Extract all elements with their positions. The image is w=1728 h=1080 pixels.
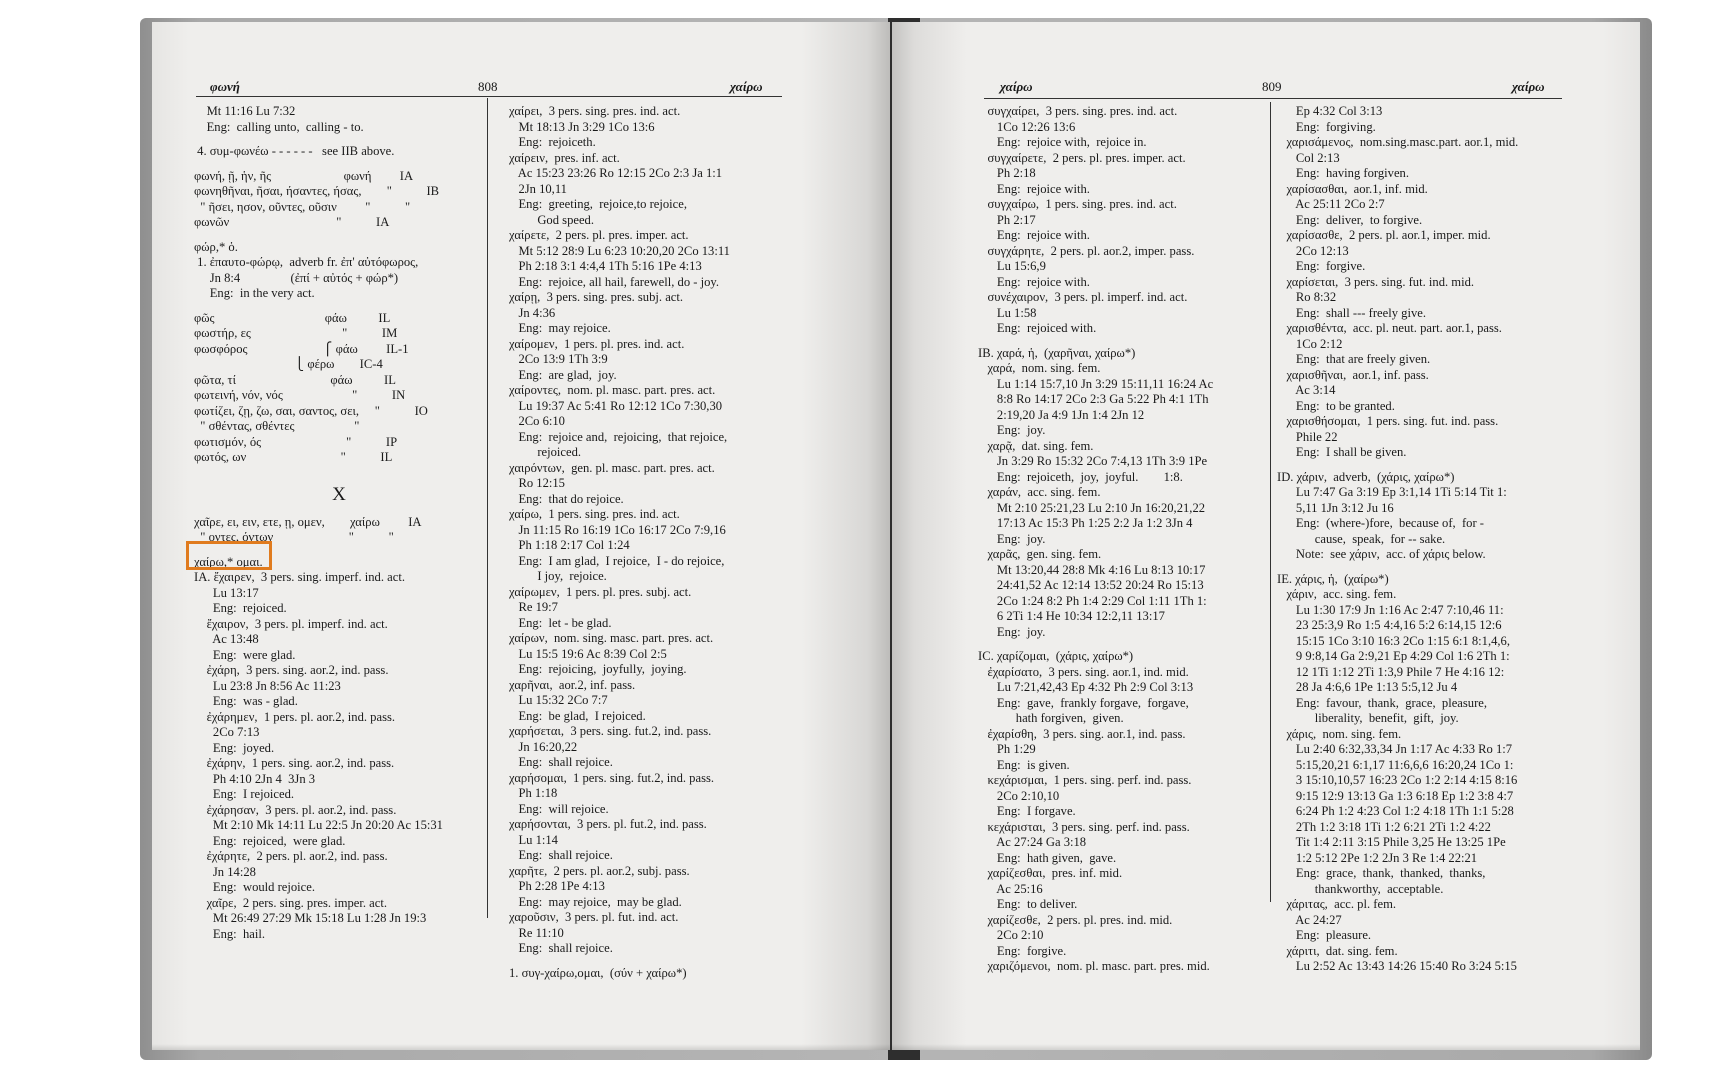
text-line: Eng: deliver, to forgive.: [1277, 212, 1423, 227]
text-line: χαρίζεσθε, 2 pers. pl. pres. ind. mid.: [978, 912, 1173, 927]
column-rule: [487, 98, 488, 918]
line-gap: [978, 640, 1268, 649]
text-line: Eng: rejoice with.: [978, 181, 1090, 196]
text-line: Eng: rejoice and, rejoicing, that rejoice,: [509, 429, 728, 444]
text-line: Ac 3:14: [1277, 383, 1336, 397]
text-line: IC. χαρίζομαι, (χάρις, χαίρω*): [978, 649, 1134, 663]
text-line: χαράν, acc. sing. fem.: [978, 485, 1101, 499]
text-line: Eng: grace, thank, thanked, thanks,: [1277, 866, 1486, 880]
text-line: 12 1Ti 1:12 2Ti 1:3,9 Phile 7 He 4:16 12:: [1277, 664, 1505, 679]
text-line: Note: see χάριν, acc. of χάρις below.: [1277, 547, 1486, 561]
text-line: χαίρετε, 2 pers. pl. pres. imper. act.: [509, 228, 689, 242]
text-line: χαίρῃ, 3 pers. sing. pres. subj. act.: [509, 290, 684, 304]
text-line: IB. χαρά, ἡ, (χαρῆναι, χαίρω*): [978, 345, 1136, 360]
text-line: " σθέντας, σθέντες ": [194, 419, 360, 433]
text-line: Col 2:13: [1277, 150, 1340, 165]
text-line: Lu 13:17: [194, 585, 259, 600]
text-line: Ph 4:10 2Jn 4 3Jn 3: [194, 771, 316, 786]
text-line: χάριτας, acc. pl. fem.: [1277, 897, 1397, 911]
text-line: ἐχάρη, 3 pers. sing. aor.2, ind. pass.: [194, 663, 389, 677]
line-gap: [194, 160, 484, 169]
text-line: Eng: forgiving.: [1277, 119, 1376, 134]
text-line: φώρ,* ὁ.: [194, 239, 238, 254]
text-line: Eng: may rejoice.: [509, 321, 611, 335]
text-line: 8:8 Ro 14:17 2Co 2:3 Ga 5:22 Ph 4:1 1Th: [978, 392, 1209, 406]
text-line: God speed.: [509, 212, 594, 227]
text-line: χαρήσεται, 3 pers. sing. fut.2, ind. pass.: [509, 724, 712, 738]
text-line: χαρήσομαι, 1 pers. sing. fut.2, ind. pass.: [509, 770, 715, 785]
text-line: Eng: in the very act.: [194, 286, 315, 300]
text-line: Eng: hail.: [194, 926, 266, 941]
text-line: Mt 13:20,44 28:8 Mk 4:16 Lu 8:13 10:17: [978, 562, 1206, 577]
text-line: Ac 24:27: [1277, 912, 1342, 927]
line-gap: [1277, 563, 1577, 572]
text-line: Eng: rejoice, all hail, farewell, do - joy.: [509, 274, 720, 289]
text-line: χαρίζεσθαι, pres. inf. mid.: [978, 866, 1123, 880]
text-line: ἐχαρίσατο, 3 pers. sing. aor.1, ind. mid.: [978, 664, 1189, 679]
text-line: Eng: hath given, gave.: [978, 850, 1117, 865]
text-line: χάριν, acc. sing. fem.: [1277, 587, 1397, 601]
text-line: Eng: forgive.: [1277, 259, 1366, 273]
text-line: Eng: let - be glad.: [509, 615, 612, 630]
highlight-box: [186, 541, 272, 570]
text-line: 5:15,20,21 6:1,17 11:6,6,6 16:20,24 1Co 1:: [1277, 757, 1514, 772]
text-line: χαιρόντων, gen. pl. masc. part. pres. act.: [509, 460, 715, 475]
header-rule: [984, 98, 1562, 99]
text-line: " οντες, όντων " ": [194, 530, 394, 544]
text-line: φωνηθῆναι, ῆσαι, ήσαντες, ήσας, " IB: [194, 184, 440, 198]
text-line: κεχάρισμαι, 1 pers. sing. perf. ind. pass.: [978, 773, 1192, 787]
text-line: 2Co 13:9 1Th 3:9: [509, 352, 608, 366]
text-line: χαρισάμενος, nom.sing.masc.part. aor.1, mid.: [1277, 135, 1519, 149]
text-line: Eng: I forgave.: [978, 804, 1076, 818]
text-line: Mt 2:10 25:21,23 Lu 2:10 Jn 16:20,21,22: [978, 500, 1206, 515]
line-gap: [194, 135, 484, 144]
text-line: 23 25:3,9 Ro 1:5 4:4,16 5:2 6:14,15 12:6: [1277, 618, 1502, 632]
text-line: Eng: be glad, I rejoiced.: [509, 708, 646, 723]
line-gap: [509, 957, 799, 966]
text-line: Ep 4:32 Col 3:13: [1277, 104, 1383, 118]
text-line: 2Co 2:10: [978, 928, 1044, 942]
text-line: Eng: shall rejoice.: [509, 755, 613, 769]
text-line: Phile 22: [1277, 429, 1338, 444]
text-line: 6 2Ti 1:4 He 10:34 12:2,11 13:17: [978, 609, 1165, 623]
text-line: Eng: joyed.: [194, 740, 275, 755]
text-line: Lu 2:40 6:32,33,34 Jn 1:17 Ac 4:33 Ro 1:7: [1277, 742, 1513, 756]
text-line: " ῆσει, ησον, οῦντες, οῦσιν " ": [194, 199, 411, 214]
text-line: Ph 1:29: [978, 742, 1036, 756]
line-gap: [194, 466, 484, 475]
text-line: Mt 2:10 Mk 14:11 Lu 22:5 Jn 20:20 Ac 15:31: [194, 818, 443, 832]
text-line: Eng: to be granted.: [1277, 398, 1395, 413]
text-line: χαίρει, 3 pers. sing. pres. ind. act.: [509, 104, 681, 118]
right-page: [892, 22, 1640, 1050]
text-line: Eng: joy.: [978, 423, 1046, 437]
text-line: Eng: rejoice with, rejoice in.: [978, 135, 1147, 149]
text-line: 3 15:10,10,57 16:23 2Co 1:2 2:14 4:15 8:16: [1277, 773, 1518, 787]
text-line: Mt 18:13 Jn 3:29 1Co 13:6: [509, 119, 655, 134]
text-line: χαροῦσιν, 3 pers. pl. fut. ind. act.: [509, 910, 679, 924]
text-line: χαρίσεται, 3 pers. sing. fut. ind. mid.: [1277, 274, 1475, 289]
text-line: χάριτι, dat. sing. fem.: [1277, 943, 1398, 958]
text-line: φωτισμόν, ός " IP: [194, 434, 398, 449]
text-line: ἐχάρημεν, 1 pers. pl. aor.2, ind. pass.: [194, 709, 396, 724]
text-line: Eng: shall --- freely give.: [1277, 305, 1426, 320]
text-line: χαρήσονται, 3 pers. pl. fut.2, ind. pass.: [509, 817, 707, 831]
right-column-2: [1277, 104, 1577, 975]
text-line: 28 Ja 4:6,6 1Pe 1:13 5:5,12 Ju 4: [1277, 680, 1458, 694]
text-line: φωνή, ῇ, ἡν, ῆς φωνή IA: [194, 168, 414, 183]
left-page: [152, 22, 890, 1050]
column-rule: [1270, 102, 1271, 902]
text-line: 2Co 12:13: [1277, 243, 1349, 258]
text-line: Eng: to deliver.: [978, 897, 1078, 911]
text-line: Eng: (where-)fore, because of, for -: [1277, 516, 1485, 530]
text-line: Ph 1:18: [509, 786, 558, 800]
text-line: Mt 11:16 Lu 7:32: [194, 104, 296, 118]
text-line: Ph 2:17: [978, 212, 1036, 227]
text-line: χαρᾷ, dat. sing. fem.: [978, 438, 1094, 453]
text-line: Jn 3:29 Ro 15:32 2Co 7:4,13 1Th 3:9 1Pe: [978, 454, 1208, 468]
text-line: Eng: was - glad.: [194, 694, 298, 708]
left-column-2: [509, 104, 799, 981]
text-line: Eng: favour, thank, grace, pleasure,: [1277, 695, 1488, 710]
text-line: Eng: joy.: [978, 624, 1046, 639]
text-line: Ro 12:15: [509, 476, 565, 490]
text-line: 1Co 2:12: [1277, 336, 1343, 351]
text-line: φωτός, ων " IL: [194, 450, 393, 464]
text-line: χαίροντες, nom. pl. masc. part. pres. act.: [509, 383, 716, 397]
text-line: ID. χάριν, adverb, (χάρις, χαίρω*): [1277, 469, 1455, 484]
right-running-head-right: χαίρω: [1512, 79, 1545, 94]
text-line: Eng: forgive.: [978, 943, 1067, 958]
text-line: Jn 16:20,22: [509, 739, 578, 754]
text-line: Lu 15:32 2Co 7:7: [509, 693, 608, 707]
text-line: 2Co 7:13: [194, 725, 260, 739]
text-line: Lu 15:6,9: [978, 259, 1046, 273]
text-line: φωνῶν " IA: [194, 215, 390, 229]
text-line: χάρις, nom. sing. fem.: [1277, 726, 1402, 741]
text-line: Lu 1:30 17:9 Jn 1:16 Ac 2:47 7:10,46 11:: [1277, 602, 1504, 617]
page-shadow: [152, 1044, 890, 1050]
text-line: cause, speak, for -- sake.: [1277, 531, 1446, 546]
text-line: χαίρων, nom. sing. masc. part. pres. act.: [509, 631, 714, 645]
right-running-head-left: χαίρω: [1000, 79, 1033, 94]
text-line: Ph 2:28 1Pe 4:13: [509, 879, 605, 893]
text-line: hath forgiven, given.: [978, 711, 1124, 725]
left-column-1: [194, 104, 484, 942]
text-line: χαρισθῆναι, aor.1, inf. pass.: [1277, 367, 1429, 382]
text-line: Lu 2:52 Ac 13:43 14:26 15:40 Ro 3:24 5:15: [1277, 959, 1517, 973]
text-line: Eng: gave, frankly forgave, forgave,: [978, 695, 1189, 710]
text-line: χαρῆναι, aor.2, inf. pass.: [509, 677, 636, 692]
left-page-number: 808: [478, 79, 498, 94]
text-line: χαῖρε, ει, ειν, ετε, ῃ, ομεν, χαίρω IA: [194, 514, 422, 529]
text-line: Lu 1:58: [978, 305, 1037, 320]
text-line: Lu 19:37 Ac 5:41 Ro 12:12 1Co 7:30,30: [509, 398, 723, 413]
text-line: χαριζόμενοι, nom. pl. masc. part. pres. mid.: [978, 959, 1210, 973]
text-line: Mt 5:12 28:9 Lu 6:23 10:20,20 2Co 13:11: [509, 243, 730, 258]
text-line: χαρίσασθαι, aor.1, inf. mid.: [1277, 181, 1428, 196]
text-line: Lu 15:5 19:6 Ac 8:39 Col 2:5: [509, 646, 667, 661]
text-line: κεχάρισται, 3 pers. sing. perf. ind. pass.: [978, 819, 1190, 834]
text-line: 2Co 6:10: [509, 414, 565, 428]
text-line: Eng: that do rejoice.: [509, 491, 624, 506]
text-line: Lu 7:21,42,43 Ep 4:32 Ph 2:9 Col 3:13: [978, 680, 1194, 694]
text-line: Eng: greeting, rejoice,to rejoice,: [509, 197, 687, 211]
text-line: Eng: rejoiced with.: [978, 321, 1097, 335]
text-line: Eng: shall rejoice.: [509, 848, 613, 862]
text-line: Eng: rejoice with.: [978, 228, 1090, 242]
text-line: 2Th 1:2 3:18 1Ti 1:2 6:21 2Ti 1:2 4:22: [1277, 819, 1491, 834]
text-line: χαρισθέντα, acc. pl. neut. part. aor.1, pass.: [1277, 321, 1502, 335]
page-shadow: [892, 1044, 1640, 1050]
text-line: Eng: is given.: [978, 757, 1070, 772]
text-line: Lu 7:47 Ga 3:19 Ep 3:1,14 1Ti 5:14 Tit 1:: [1277, 485, 1507, 499]
text-line: χαρῆτε, 2 pers. pl. aor.2, subj. pass.: [509, 863, 690, 878]
text-line: ἐχάρητε, 2 pers. pl. aor.2, ind. pass.: [194, 849, 388, 863]
text-line: Eng: were glad.: [194, 647, 296, 662]
text-line: Lu 1:14: [509, 832, 558, 847]
text-line: IA. ἔχαιρεν, 3 pers. sing. imperf. ind. act.: [194, 570, 405, 584]
text-line: χαίρω, 1 pers. sing. pres. ind. act.: [509, 507, 680, 521]
text-line: χαίρειν, pres. inf. act.: [509, 150, 620, 165]
text-line: 9 9:8,14 Ga 2:9,21 Ep 4:29 Col 1:6 2Th 1:: [1277, 649, 1510, 663]
text-line: συγχαίρει, 3 pers. sing. pres. ind. act.: [978, 104, 1178, 118]
text-line: 2Co 1:24 8:2 Ph 1:4 2:29 Col 1:11 1Th 1:: [978, 593, 1207, 608]
text-line: ἐχάρησαν, 3 pers. pl. aor.2, ind. pass.: [194, 802, 397, 817]
text-line: 1. ἐπαυτο-φώρῳ, adverb fr. ἐπ' αὐτόφωρος,: [194, 255, 419, 269]
text-line: 15:15 1Co 3:10 16:3 2Co 1:15 6:1 8:1,4,6,: [1277, 633, 1510, 648]
text-line: Eng: I rejoiced.: [194, 787, 295, 801]
text-line: Eng: will rejoice.: [509, 801, 609, 816]
line-gap: [978, 337, 1268, 346]
text-line: 5,11 1Jn 3:12 Ju 16: [1277, 500, 1394, 515]
text-line: Ph 1:18 2:17 Col 1:24: [509, 538, 630, 552]
text-line: Eng: calling unto, calling - to.: [194, 119, 364, 134]
open-book: [140, 18, 1652, 1060]
text-line: Lu 1:14 15:7,10 Jn 3:29 15:11,11 16:24 Ac: [978, 376, 1214, 391]
text-line: Eng: rejoiceth.: [509, 135, 596, 149]
text-line: συνέχαιρον, 3 pers. pl. imperf. ind. act.: [978, 290, 1188, 304]
text-line: Re 19:7: [509, 600, 558, 614]
text-line: χαίρω,* ομαι.: [194, 554, 263, 569]
text-line: Eng: having forgiven.: [1277, 166, 1409, 180]
text-line: Re 11:10: [509, 925, 564, 940]
right-page-number: 809: [1262, 79, 1282, 94]
text-line: 24:41,52 Ac 12:14 13:52 20:24 Ro 15:13: [978, 578, 1204, 592]
text-line: χαρίσασθε, 2 pers. pl. aor.1, imper. mid.: [1277, 228, 1491, 242]
text-line: 9:15 12:9 13:13 Ga 1:3 6:18 Ep 1:2 3:8 4:7: [1277, 788, 1514, 803]
text-line: Ac 25:11 2Co 2:7: [1277, 197, 1385, 211]
text-line: Ac 25:16: [978, 881, 1043, 896]
text-line: συγχαίρετε, 2 pers. pl. pres. imper. act.: [978, 150, 1186, 165]
text-line: 6:24 Ph 1:2 4:23 Col 1:2 4:18 1Th 1:1 5:28: [1277, 804, 1514, 818]
right-column-1: [978, 104, 1268, 975]
text-line: Jn 14:28: [194, 864, 256, 879]
text-line: Eng: would rejoice.: [194, 880, 316, 894]
text-line: Eng: pleasure.: [1277, 928, 1372, 942]
text-line: Eng: rejoice with.: [978, 274, 1090, 289]
text-line: χαίρωμεν, 1 pers. pl. pres. subj. act.: [509, 584, 692, 599]
text-line: Eng: I shall be given.: [1277, 445, 1407, 459]
text-line: 2Co 2:10,10: [978, 788, 1060, 803]
text-line: IE. χάρις, ἡ, (χαίρω*): [1277, 571, 1389, 586]
text-line: rejoiced.: [509, 445, 582, 459]
text-line: Eng: I am glad, I rejoice, I - do rejoice,: [509, 553, 725, 568]
text-line: Eng: rejoiced, were glad.: [194, 833, 346, 848]
text-line: 2Jn 10,11: [509, 181, 567, 196]
text-line: Tit 1:4 2:11 3:15 Phile 3,25 He 13:25 1Pe: [1277, 835, 1506, 849]
text-line: Eng: may rejoice, may be glad.: [509, 894, 682, 909]
text-line: Ph 2:18: [978, 166, 1036, 180]
text-line: liberality, benefit, gift, joy.: [1277, 711, 1459, 725]
text-line: Ac 27:24 Ga 3:18: [978, 835, 1087, 849]
text-line: φωτεινή, νόν, νός " IN: [194, 388, 406, 402]
text-line: Ro 8:32: [1277, 290, 1337, 304]
text-line: φωστήρ, ες " IM: [194, 326, 398, 340]
text-line: ἔχαιρον, 3 pers. pl. imperf. ind. act.: [194, 616, 388, 631]
text-line: 4. συμ-φωνέω - - - - - - see IIB above.: [194, 144, 395, 158]
line-gap: [194, 231, 484, 240]
text-line: 17:13 Ac 15:3 Ph 1:25 2:2 Ja 1:2 3Jn 4: [978, 516, 1193, 530]
text-line: 2:19,20 Ja 4:9 1Jn 1:4 2Jn 12: [978, 407, 1145, 422]
text-line: Jn 8:4 (ἐπί + αὐτός + φώρ*): [194, 270, 399, 285]
text-line: I joy, rejoice.: [509, 569, 607, 583]
text-line: Lu 23:8 Jn 8:56 Ac 11:23: [194, 678, 341, 693]
text-line: Eng: rejoicing, joyfully, joying.: [509, 662, 687, 676]
text-line: 1Co 12:26 13:6: [978, 119, 1076, 134]
text-line: φῶτα, τί φάω IL: [194, 372, 396, 387]
text-line: 1:2 5:12 2Pe 1:2 2Jn 3 Re 1:4 22:21: [1277, 850, 1478, 865]
section-letter: X: [332, 483, 346, 505]
text-line: φωτίζει, ζῃ, ζω, σαι, σαντος, σει, " IO: [194, 403, 428, 418]
text-line: Eng: that are freely given.: [1277, 352, 1431, 366]
text-line: χαίρομεν, 1 pers. pl. pres. ind. act.: [509, 336, 685, 351]
text-line: Jn 11:15 Ro 16:19 1Co 16:17 2Co 7:9,16: [509, 522, 726, 537]
text-line: φῶς φάω IL: [194, 310, 391, 325]
text-line: χαρά, nom. sing. fem.: [978, 361, 1101, 375]
text-line: χαῖρε, 2 pers. sing. pres. imper. act.: [194, 895, 388, 910]
text-line: 1. συγ-χαίρω,ομαι, (σύν + χαίρω*): [509, 965, 687, 980]
text-line: συγχάρητε, 2 pers. pl. aor.2, imper. pass.: [978, 243, 1195, 258]
text-line: Eng: rejoiceth, joy, joyful. 1:8.: [978, 469, 1183, 484]
text-line: χαρισθήσομαι, 1 pers. sing. fut. ind. pass.: [1277, 414, 1499, 428]
line-gap: [194, 302, 484, 311]
text-line: Jn 4:36: [509, 305, 556, 320]
text-line: φωσφόρος ⎧ φάω IL-1: [194, 341, 409, 356]
left-running-head-right: χαίρω: [730, 79, 763, 94]
left-running-head-left: φωνή: [210, 79, 240, 94]
text-line: thankworthy, acceptable.: [1277, 881, 1444, 896]
header-rule: [196, 96, 782, 97]
text-line: Eng: shall rejoice.: [509, 941, 613, 955]
text-line: Ph 2:18 3:1 4:4,4 1Th 5:16 1Pe 4:13: [509, 259, 702, 273]
text-line: Eng: joy.: [978, 531, 1046, 546]
line-gap: [1277, 461, 1577, 470]
text-line: συγχαίρω, 1 pers. sing. pres. ind. act.: [978, 197, 1177, 211]
text-line: Mt 26:49 27:29 Mk 15:18 Lu 1:28 Jn 19:3: [194, 911, 427, 925]
text-line: χαρᾶς, gen. sing. fem.: [978, 547, 1102, 561]
text-line: ἐχάρην, 1 pers. sing. aor.2, ind. pass.: [194, 756, 395, 770]
text-line: Ac 13:48: [194, 632, 259, 646]
text-line: ⎩ φέρω IC-4: [194, 357, 383, 371]
text-line: ἐχαρίσθη, 3 pers. sing. aor.1, ind. pass.: [978, 726, 1186, 741]
text-line: Eng: rejoiced.: [194, 601, 287, 615]
text-line: Eng: are glad, joy.: [509, 367, 617, 382]
text-line: Ac 15:23 23:26 Ro 12:15 2Co 2:3 Ja 1:1: [509, 166, 723, 180]
